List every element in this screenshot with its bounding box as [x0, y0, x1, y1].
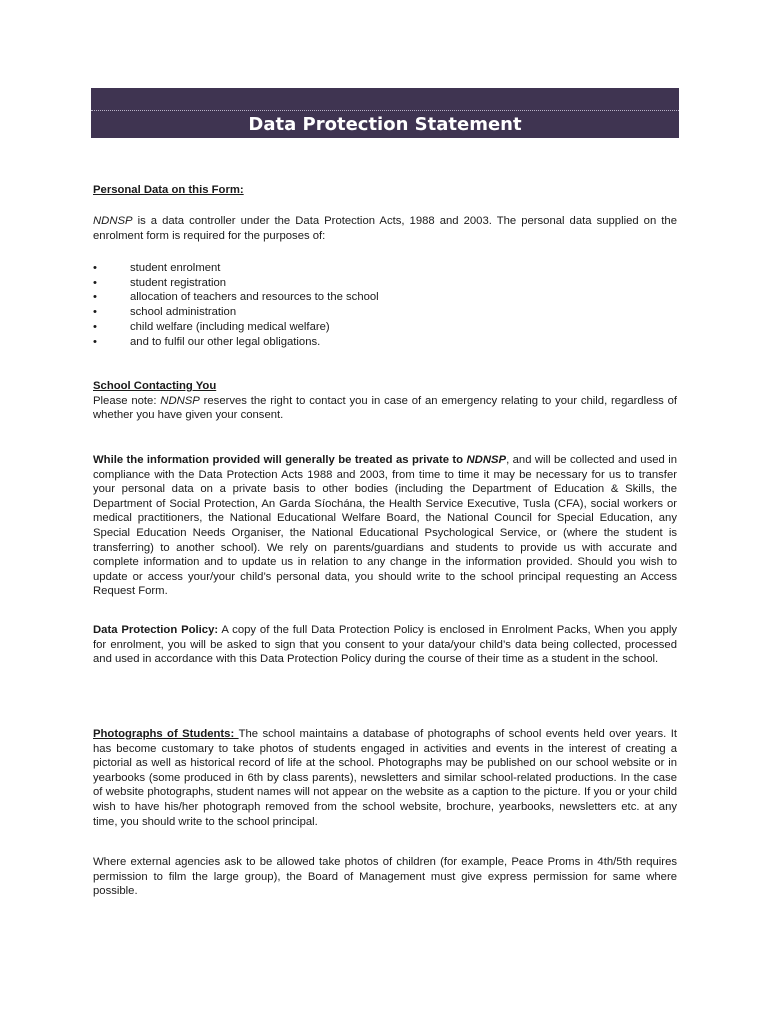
list-item	[93, 335, 653, 350]
private-text: , and will be collected and used in compliance with the Data Protection Acts 1988 and 2003, from time to time it may be necessary for us to transfer your personal data on a private basis to other bodies (including the Department of Education & Skills, the Department of Social Protection, An Garda Síochána, the Health Service Executive, Tusla (CFA), social workers or medical practitioners, the National Educational Welfare Board, the National Council for Special Education, any Special Education Needs Organiser, the National Educational Psychological Service, or (where the student is transferring) to another school). We rely on parents/guardians and students to provide us with accurate and complete information and to update us in relation to any change in the information provided. Should you wish to update or access your/your child’s personal data, you should write to the school principal requesting an Access Request Form.	[93, 454, 678, 598]
page-title: Data Protection Statement	[248, 114, 522, 135]
org-name: NDNSP	[160, 394, 200, 407]
bullet-icon: •	[93, 291, 97, 304]
contact-prefix: Please note:	[93, 394, 161, 407]
contact-text: reserves the right to contact you in case of an emergency relating to your child, regardless of whether you have given your consent.	[93, 394, 677, 422]
photos-text: The school maintains a database of photographs of school events held over years. It has become customary to take photos of students engaged in activities and events in the interest of creating a pictorial as well as historical record of life at the school. Photographs may be published on our school website or in yearbooks (some produced in 6th by class parents), newsletters and similar school-related productions. In the case of website photographs, student names will not appear on the website as a caption to the picture. If you or your child wish to have his/her photograph removed from the school website, brochure, yearbooks, newsletters etc. at any time, you should write to the school principal.	[93, 728, 677, 828]
contact-heading: School Contacting You	[93, 380, 217, 392]
photos-heading: Photographs of Students:	[93, 728, 239, 740]
bullet-icon: •	[93, 262, 97, 274]
personal-data-heading: Personal Data on this Form:	[93, 184, 244, 196]
list-item-text: allocation of teachers and resources to the school	[130, 291, 379, 304]
list-item	[93, 276, 653, 291]
list-item	[93, 305, 653, 320]
list-item-text: student registration	[130, 276, 227, 289]
org-name: NDNSP	[466, 454, 507, 466]
title-banner	[91, 88, 679, 138]
private-paragraph	[93, 453, 677, 599]
personal-data-paragraph	[93, 214, 677, 243]
bullet-icon: •	[93, 320, 97, 333]
photos-paragraph	[93, 727, 677, 829]
org-name: NDNSP	[93, 215, 133, 227]
list-item-text: school administration	[130, 306, 237, 319]
external-paragraph: Where external agencies ask to be allowed take photos of children (for example, Peace Proms in 4th/5th requires permission to film the large group), the Board of Management must give express permission for same where possible.	[93, 856, 677, 898]
list-item-text: child welfare (including medical welfare)	[130, 320, 330, 333]
list-item	[93, 290, 653, 305]
list-item	[93, 261, 653, 276]
bullet-icon: •	[93, 335, 97, 348]
policy-heading: Data Protection Policy:	[93, 624, 219, 636]
contact-section	[93, 379, 677, 423]
private-lead: While the information provided will generally be treated as private to	[93, 454, 467, 466]
policy-paragraph	[93, 623, 677, 667]
list-item-text: student enrolment	[130, 262, 221, 274]
banner-divider	[91, 110, 679, 111]
bullet-icon: •	[93, 276, 97, 289]
bullet-icon: •	[93, 306, 97, 319]
policy-text: A copy of the full Data Protection Policy is enclosed in Enrolment Packs, When you apply for enrolment, you will be asked to sign that you consent to your data/your child’s data being collected, processed and used in accordance with this Data Protection Policy during the course of their time as a student in the school.	[93, 624, 677, 666]
purposes-list	[93, 261, 653, 349]
list-item	[93, 320, 653, 335]
list-item-text: and to fulfil our other legal obligations.	[130, 335, 321, 348]
personal-data-text: is a data controller under the Data Protection Acts, 1988 and 2003. The personal data supplied on the enrolment form is required for the purposes of:	[93, 215, 677, 242]
